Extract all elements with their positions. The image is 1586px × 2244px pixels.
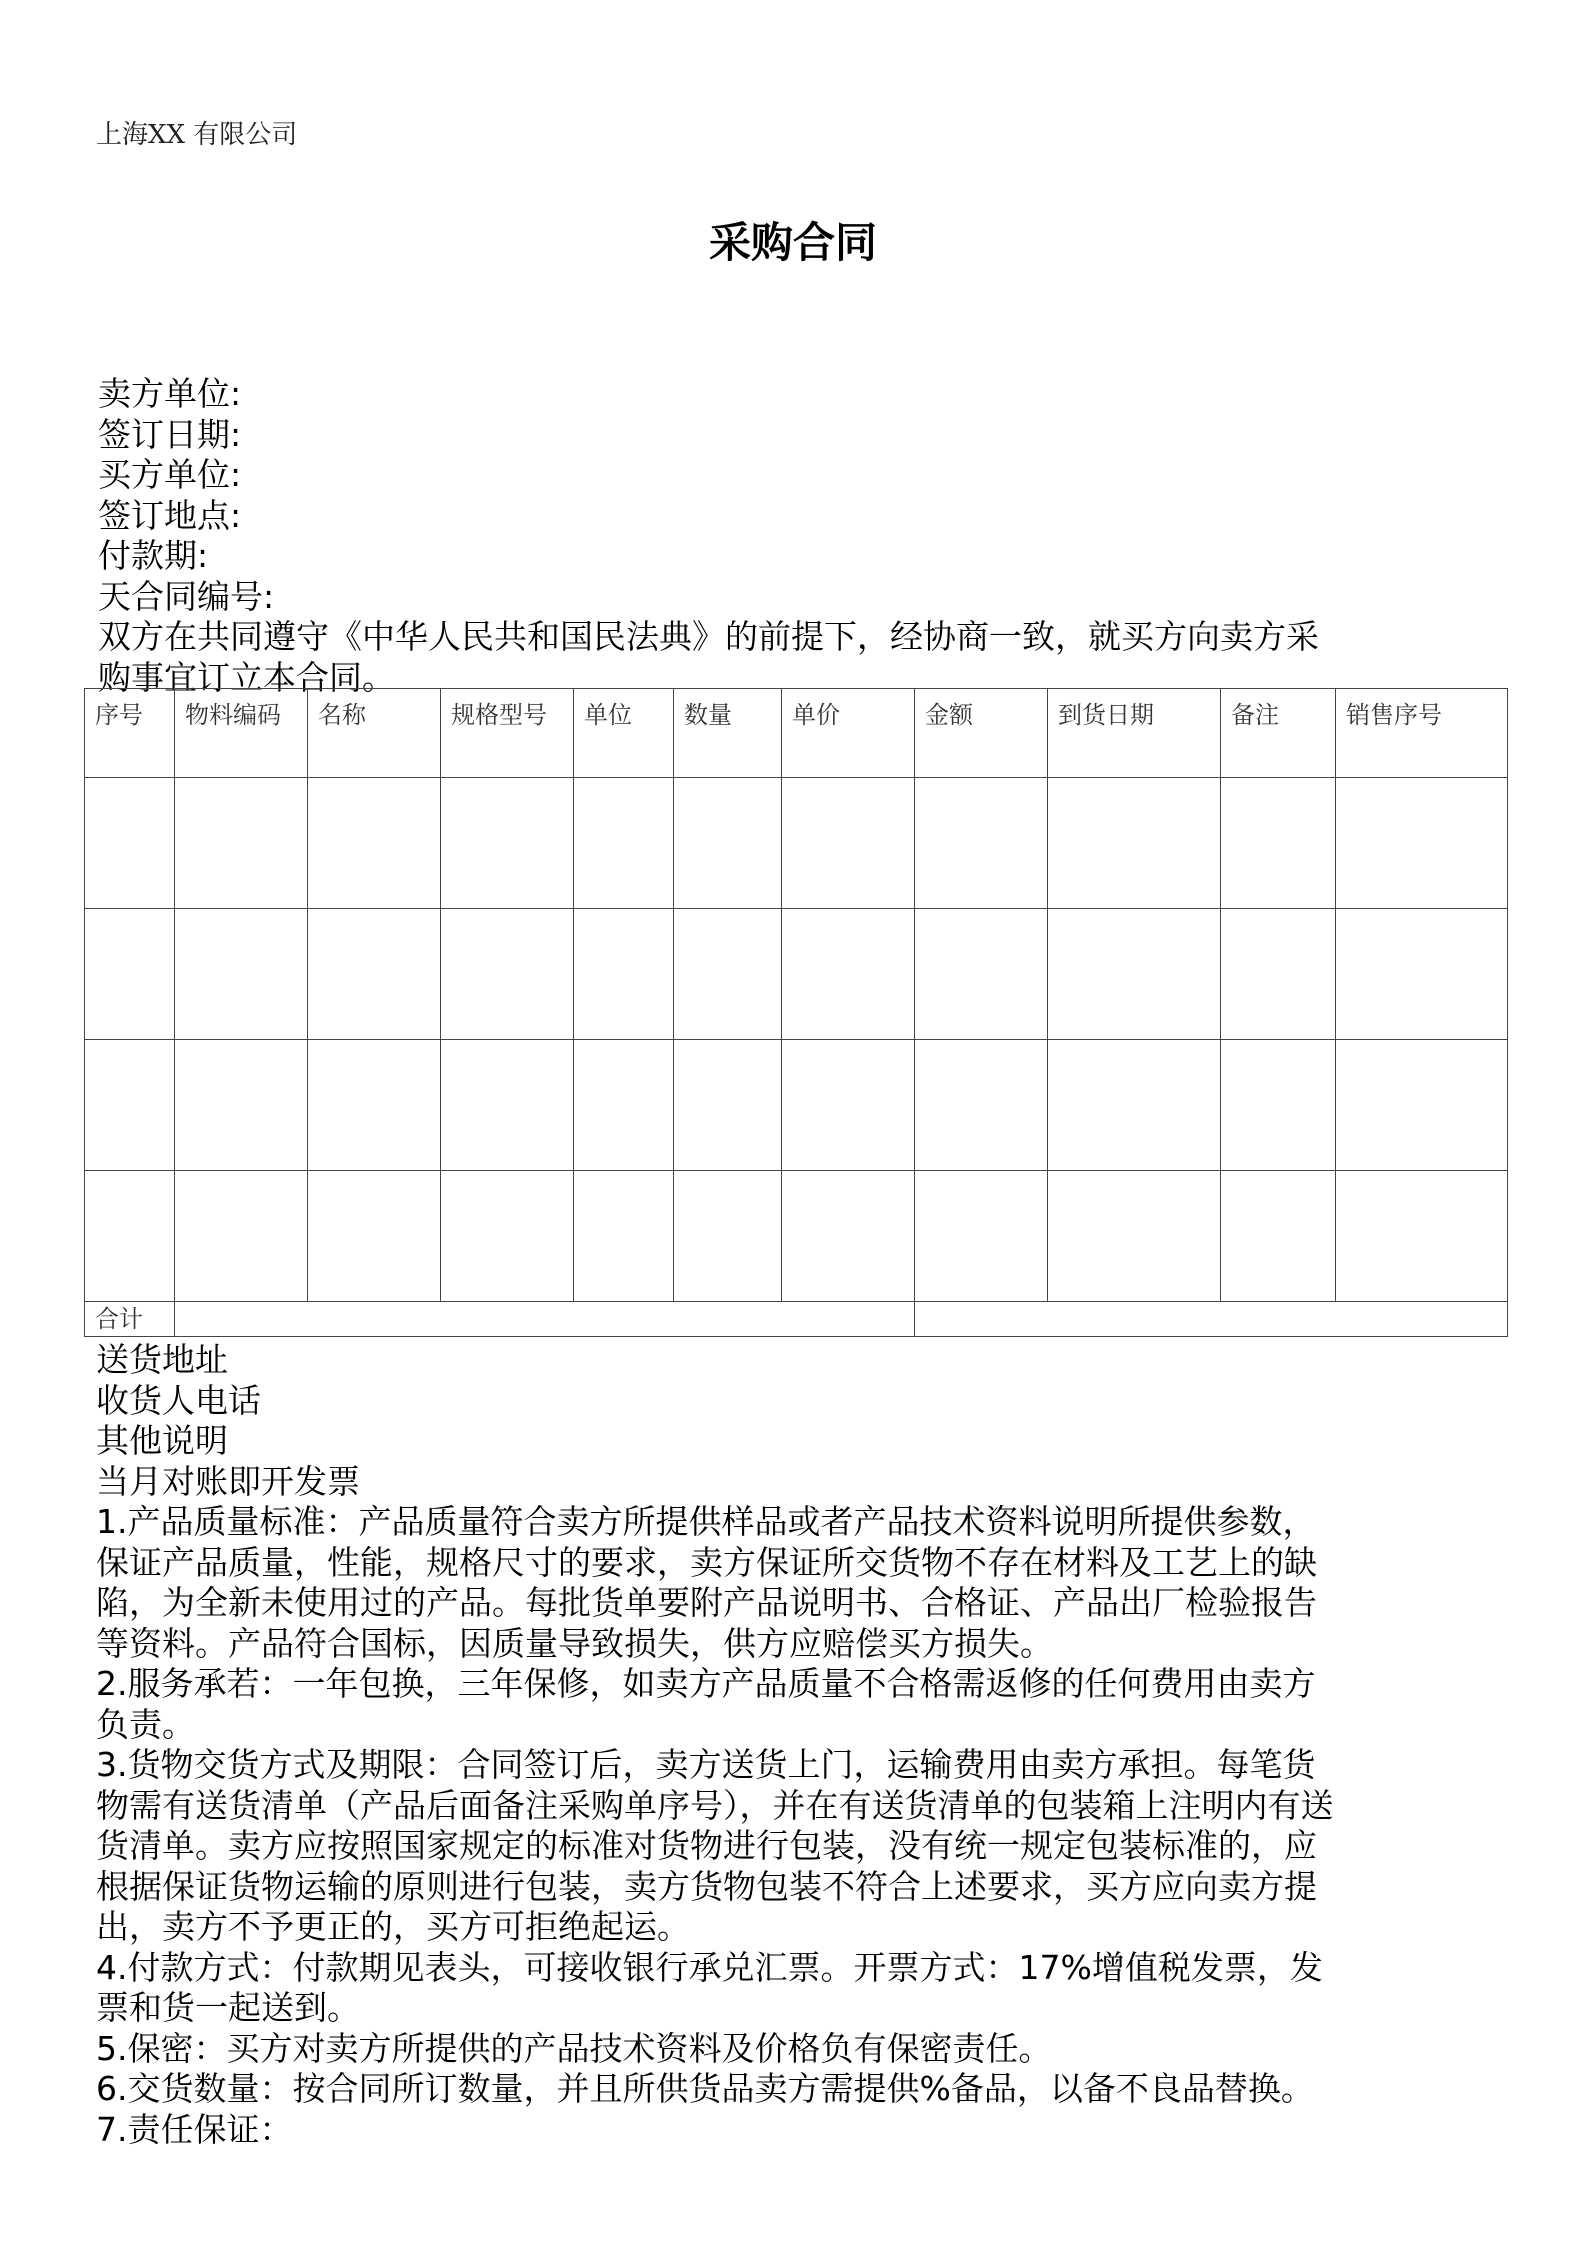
- clause-line: 6.交货数量：按合同所订数量，并且所供货品卖方需提供%备品，以备不良品替换。: [96, 2069, 1314, 2108]
- table-cell: [674, 778, 782, 909]
- table-cell: [1221, 909, 1336, 1040]
- clause-line: 2.服务承若：一年包换，三年保修，如卖方产品质量不合格需返修的任何费用由卖方: [96, 1664, 1316, 1703]
- clause-line: 等资料。产品符合国标，因质量导致损失，供方应赔偿买方损失。: [96, 1623, 1053, 1663]
- table-cell: [308, 778, 441, 909]
- table-cell: [441, 1171, 574, 1302]
- table-cell: [782, 1040, 915, 1171]
- column-header: 物料编码: [175, 689, 308, 778]
- table-cell: [574, 1171, 674, 1302]
- column-header: 序号: [85, 689, 175, 778]
- preamble-line: 双方在共同遵守《中华人民共和国民法典》的前提下，经协商一致，就买方向卖方采: [98, 617, 1319, 656]
- contract-clauses: [96, 1340, 1516, 2150]
- column-header: 到货日期: [1048, 689, 1221, 778]
- table-cell: [1048, 1171, 1221, 1302]
- clause-line: 4.付款方式：付款期见表头，可接收银行承兑汇票。开票方式：17%增值税发票，发: [96, 1947, 1323, 1987]
- sign-date-field: 签订日期:: [98, 414, 242, 454]
- column-header: 单价: [782, 689, 915, 778]
- total-cell: [175, 1302, 915, 1337]
- column-header: 规格型号: [441, 689, 574, 778]
- table-cell: [782, 1171, 915, 1302]
- table-cell: [175, 1040, 308, 1171]
- table-row: [85, 1171, 1508, 1302]
- table-cell: [308, 1171, 441, 1302]
- contract-number-field: 天合同编号:: [98, 576, 275, 616]
- table-cell: [674, 1040, 782, 1171]
- table-cell: [915, 778, 1048, 909]
- table-cell: [85, 909, 175, 1040]
- table-cell: [1048, 778, 1221, 909]
- table-cell: [85, 778, 175, 909]
- table-cell: [1336, 1171, 1508, 1302]
- table-cell: [1336, 1040, 1508, 1171]
- column-header: 单位: [574, 689, 674, 778]
- clause-line: 负责。: [96, 1704, 195, 1744]
- table-cell: [915, 1171, 1048, 1302]
- payment-term-field: 付款期:: [98, 536, 209, 575]
- buyer-field: 买方单位:: [98, 455, 242, 494]
- clause-line: 1.产品质量标准：产品质量符合卖方所提供样品或者产品技术资料说明所提供参数，: [96, 1502, 1316, 1541]
- table-cell: [782, 778, 915, 909]
- items-table: [84, 688, 1508, 1337]
- clause-line: 5.保密：买方对卖方所提供的产品技术资料及价格负有保密责任。: [96, 2028, 1052, 2068]
- table-cell: [1221, 1040, 1336, 1171]
- table-cell: [915, 1040, 1048, 1171]
- total-label: 合计: [85, 1302, 175, 1337]
- column-header: 金额: [915, 689, 1048, 778]
- table-cell: [1048, 1040, 1221, 1171]
- table-cell: [441, 778, 574, 909]
- delivery-address: 送货地址: [96, 1340, 228, 1379]
- seller-field: 卖方单位:: [98, 374, 242, 413]
- clause-line: 保证产品质量，性能，规格尺寸的要求，卖方保证所交货物不存在材料及工艺上的缺: [96, 1542, 1317, 1582]
- table-cell: [308, 909, 441, 1040]
- column-header: 数量: [674, 689, 782, 778]
- table-row: [85, 1040, 1508, 1171]
- preamble-line: 购事宜订立本合同。: [98, 657, 395, 697]
- table-cell: [175, 778, 308, 909]
- company-name: 上海XX 有限公司: [96, 120, 298, 150]
- table-row: [85, 909, 1508, 1040]
- table-header-row: [85, 689, 1508, 778]
- receiver-phone: 收货人电话: [96, 1380, 261, 1420]
- clause-line: 陷，为全新未使用过的产品。每批货单要附产品说明书、合格证、产品出厂检验报告: [96, 1583, 1317, 1622]
- table-cell: [574, 778, 674, 909]
- table-cell: [1048, 909, 1221, 1040]
- clause-line: 物需有送货清单（产品后面备注采购单序号），并在有送货清单的包装箱上注明内有送: [96, 1785, 1334, 1825]
- clause-line: 3.货物交货方式及期限：合同签订后，卖方送货上门，运输费用由卖方承担。每笔货: [96, 1745, 1316, 1784]
- table-cell: [308, 1040, 441, 1171]
- clause-line: 根据保证货物运输的原则进行包装，卖方货物包装不符合上述要求，买方应向卖方提: [96, 1866, 1317, 1906]
- clause-line: 货清单。卖方应按照国家规定的标准对货物进行包装，没有统一规定包装标准的，应: [96, 1826, 1317, 1865]
- table-cell: [1221, 1171, 1336, 1302]
- other-notes: 其他说明: [96, 1421, 228, 1460]
- table-cell: [574, 909, 674, 1040]
- column-header: 名称: [308, 689, 441, 778]
- total-row: [85, 1302, 1508, 1337]
- clause-line: 7.责任保证：: [96, 2109, 293, 2149]
- table-cell: [441, 1040, 574, 1171]
- table-cell: [1336, 909, 1508, 1040]
- table-cell: [175, 909, 308, 1040]
- table-cell: [85, 1171, 175, 1302]
- table-cell: [674, 909, 782, 1040]
- table-cell: [782, 909, 915, 1040]
- column-header: 备注: [1221, 689, 1336, 778]
- table-row: [85, 778, 1508, 909]
- sign-place-field: 签订地点:: [98, 495, 242, 535]
- table-cell: [85, 1040, 175, 1171]
- table-cell: [674, 1171, 782, 1302]
- column-header: 销售序号: [1336, 689, 1508, 778]
- contract-fields: [98, 374, 1518, 698]
- page-title: 采购合同: [708, 218, 877, 267]
- clause-line: 票和货一起送到。: [96, 1988, 360, 2027]
- table-cell: [915, 909, 1048, 1040]
- table-cell: [1221, 778, 1336, 909]
- table-cell: [441, 909, 574, 1040]
- clause-line: 出，卖方不予更正的，买方可拒绝起运。: [96, 1907, 690, 1946]
- invoice-note: 当月对账即开发票: [96, 1461, 360, 1501]
- total-amount-cell: [915, 1302, 1508, 1337]
- table-cell: [1336, 778, 1508, 909]
- table-cell: [574, 1040, 674, 1171]
- table-cell: [175, 1171, 308, 1302]
